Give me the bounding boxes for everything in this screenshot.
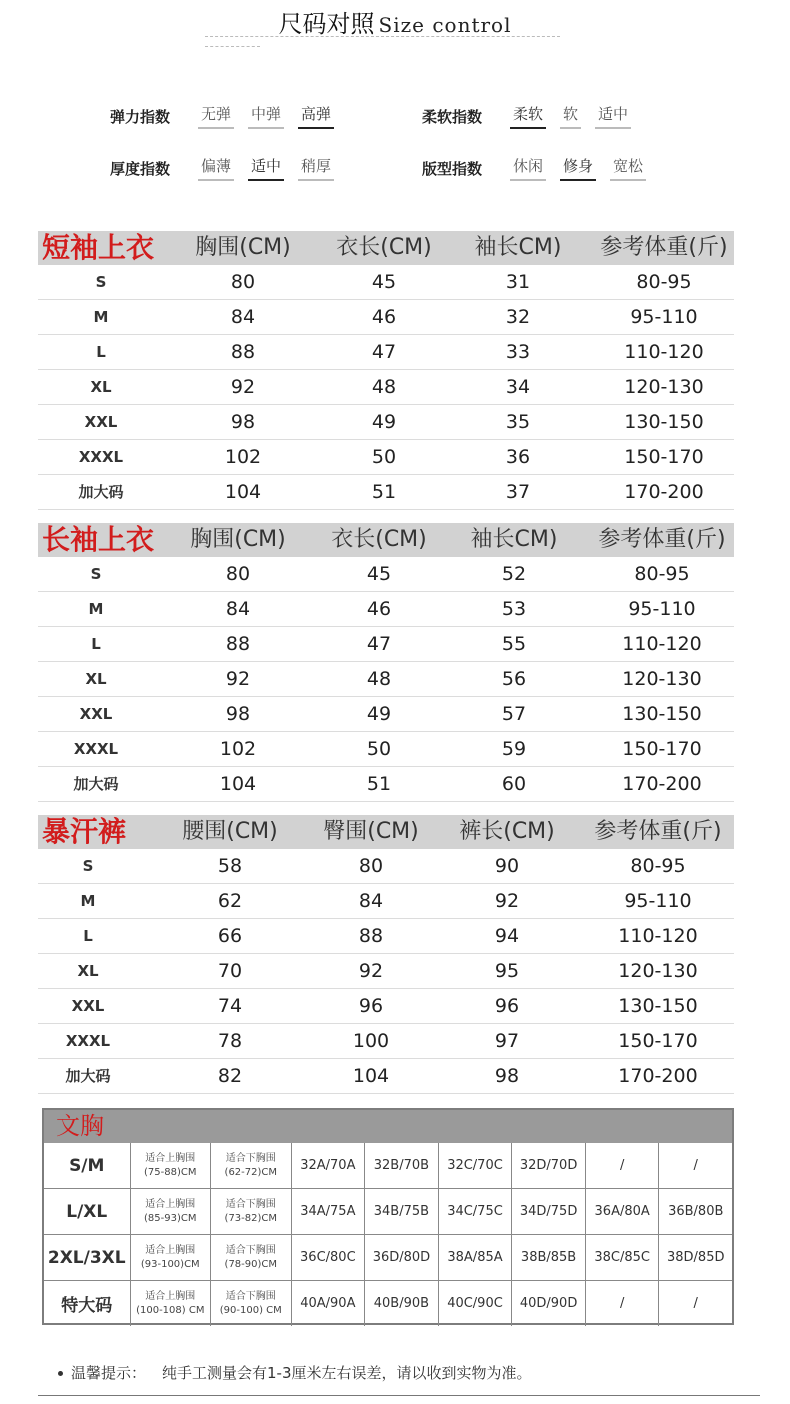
column-header: 裤长(CM) — [459, 819, 555, 844]
value-cell: 102 — [224, 446, 262, 468]
bra-cup-cell: / — [585, 1281, 659, 1326]
title-cn: 尺码对照 — [278, 10, 375, 38]
bra-range-cell — [130, 1189, 211, 1234]
value-cell: 98 — [225, 703, 251, 725]
bra-cup-cell: 38D/85D — [658, 1235, 732, 1280]
value-cell: 110-120 — [624, 341, 704, 363]
value-cell: 78 — [217, 1030, 243, 1052]
value-cell: 36 — [505, 446, 531, 468]
bra-row — [44, 1280, 732, 1326]
value-cell: 98 — [230, 411, 256, 433]
bra-grid — [44, 1143, 732, 1326]
table-row — [38, 767, 734, 802]
size-table — [38, 231, 734, 510]
bra-cup-cell: 32B/70B — [364, 1143, 438, 1188]
value-cell: 102 — [219, 738, 257, 760]
value-cell: 80 — [225, 563, 251, 585]
index-option: 软 — [560, 103, 581, 129]
value-cell: 92 — [358, 960, 384, 982]
size-cell: S — [95, 273, 107, 291]
table-row — [38, 697, 734, 732]
value-cell: 95-110 — [628, 598, 696, 620]
bra-size-cell: 2XL/3XL — [47, 1247, 126, 1268]
table-row — [38, 954, 734, 989]
table-row — [38, 1059, 734, 1094]
table-row — [38, 884, 734, 919]
value-cell: 104 — [224, 481, 262, 503]
value-cell: 46 — [371, 306, 397, 328]
value-cell: 47 — [366, 633, 392, 655]
table-row — [38, 405, 734, 440]
bra-cup-cell: 32D/70D — [511, 1143, 585, 1188]
size-cell: XXXL — [65, 1032, 111, 1050]
range-value: (85-93)CM — [144, 1212, 197, 1224]
value-cell: 170-200 — [624, 481, 704, 503]
table-row — [38, 557, 734, 592]
value-cell: 49 — [366, 703, 392, 725]
index-option: 稍厚 — [298, 155, 334, 181]
size-cell: S — [90, 565, 102, 583]
value-cell: 59 — [501, 738, 527, 760]
table-row — [38, 849, 734, 884]
range-label: 适合上胸围 — [145, 1290, 196, 1302]
bra-cup-cell: 38B/85B — [511, 1235, 585, 1280]
size-cell: XL — [77, 962, 99, 980]
value-cell: 56 — [501, 668, 527, 690]
value-cell: 55 — [501, 633, 527, 655]
value-cell: 51 — [366, 773, 392, 795]
range-value: (75-88)CM — [144, 1166, 197, 1178]
value-cell: 74 — [217, 995, 243, 1017]
index-row — [422, 153, 660, 183]
value-cell: 84 — [358, 890, 384, 912]
page-header — [0, 4, 790, 39]
index-option: 宽松 — [610, 155, 646, 181]
bra-range-cell — [210, 1235, 291, 1280]
table-header — [38, 523, 734, 557]
bra-cup-cell: / — [658, 1143, 732, 1188]
index-label: 厚度指数 — [110, 159, 171, 178]
value-cell: 120-130 — [624, 376, 704, 398]
index-option: 适中 — [595, 103, 631, 129]
column-header: 胸围(CM) — [190, 527, 286, 552]
value-cell: 98 — [494, 1065, 520, 1087]
bra-row — [44, 1234, 732, 1280]
table-row — [38, 627, 734, 662]
bra-size-cell: L/XL — [66, 1201, 108, 1222]
bra-range-cell — [210, 1281, 291, 1326]
value-cell: 50 — [366, 738, 392, 760]
tip-note — [58, 1362, 532, 1383]
bra-cup-cell: 34D/75D — [511, 1189, 585, 1234]
value-cell: 70 — [217, 960, 243, 982]
column-header: 袖长CM) — [470, 527, 558, 552]
value-cell: 50 — [371, 446, 397, 468]
size-cell: L — [96, 343, 106, 361]
bra-cup-cell: 36C/80C — [291, 1235, 365, 1280]
table-row — [38, 440, 734, 475]
range-label: 适合下胸围 — [225, 1244, 276, 1256]
bra-cup-cell: 40A/90A — [291, 1281, 365, 1326]
bra-cup-cell: / — [658, 1281, 732, 1326]
column-header: 参考体重(斤) — [598, 527, 726, 552]
size-cell: 加大码 — [73, 775, 119, 793]
value-cell: 170-200 — [618, 1065, 698, 1087]
column-header: 参考体重(斤) — [594, 819, 722, 844]
value-cell: 130-150 — [622, 703, 702, 725]
table-row — [38, 475, 734, 510]
value-cell: 150-170 — [618, 1030, 698, 1052]
value-cell: 37 — [505, 481, 531, 503]
column-header: 衣长(CM) — [336, 235, 432, 260]
value-cell: 48 — [366, 668, 392, 690]
range-label: 适合上胸围 — [145, 1152, 196, 1164]
table-row — [38, 592, 734, 627]
index-row — [422, 101, 645, 131]
bra-range-cell — [210, 1189, 291, 1234]
bra-cup-cell: 40B/90B — [364, 1281, 438, 1326]
size-cell: 加大码 — [65, 1067, 111, 1085]
value-cell: 80-95 — [636, 271, 692, 293]
value-cell: 95 — [494, 960, 520, 982]
bra-cup-cell: 34B/75B — [364, 1189, 438, 1234]
value-cell: 88 — [225, 633, 251, 655]
index-option: 休闲 — [510, 155, 546, 181]
bra-cup-cell: 36D/80D — [364, 1235, 438, 1280]
tip-label: 温馨提示： — [71, 1364, 147, 1382]
size-cell: S — [82, 857, 94, 875]
table-row — [38, 919, 734, 954]
index-option: 柔软 — [510, 103, 546, 129]
size-cell: XXL — [84, 413, 118, 431]
value-cell: 45 — [371, 271, 397, 293]
bra-range-cell — [130, 1235, 211, 1280]
value-cell: 120-130 — [618, 960, 698, 982]
value-cell: 51 — [371, 481, 397, 503]
range-label: 适合下胸围 — [225, 1152, 276, 1164]
value-cell: 82 — [217, 1065, 243, 1087]
size-cell: M — [80, 892, 96, 910]
bra-range-cell — [210, 1143, 291, 1188]
range-label: 适合下胸围 — [225, 1198, 276, 1210]
value-cell: 49 — [371, 411, 397, 433]
size-cell: 加大码 — [78, 483, 124, 501]
value-cell: 84 — [225, 598, 251, 620]
value-cell: 66 — [217, 925, 243, 947]
column-header: 衣长(CM) — [331, 527, 427, 552]
range-value: (78-90)CM — [224, 1258, 278, 1270]
value-cell: 48 — [371, 376, 397, 398]
value-cell: 90 — [494, 855, 520, 877]
size-cell: XXL — [71, 997, 105, 1015]
footer-divider — [38, 1395, 760, 1396]
index-label: 版型指数 — [422, 159, 483, 178]
header-divider — [205, 36, 560, 37]
size-table — [38, 523, 734, 802]
size-table — [38, 815, 734, 1094]
index-option: 无弹 — [198, 103, 234, 129]
index-label: 弹力指数 — [110, 107, 171, 126]
bra-row — [44, 1188, 732, 1234]
bra-cup-cell: 38C/85C — [585, 1235, 659, 1280]
range-label: 适合上胸围 — [145, 1198, 196, 1210]
table-row — [38, 662, 734, 697]
size-cell: M — [88, 600, 104, 618]
size-cell: L — [83, 927, 93, 945]
bra-cup-cell: 36A/80A — [585, 1189, 659, 1234]
value-cell: 110-120 — [618, 925, 698, 947]
value-cell: 97 — [494, 1030, 520, 1052]
value-cell: 104 — [352, 1065, 390, 1087]
index-option: 修身 — [560, 155, 596, 181]
range-label: 适合下胸围 — [225, 1290, 276, 1302]
value-cell: 80 — [358, 855, 384, 877]
value-cell: 52 — [501, 563, 527, 585]
tip-text: 纯手工测量会有1-3厘米左右误差，请以收到实物为准。 — [162, 1364, 532, 1382]
column-header: 参考体重(斤) — [600, 235, 728, 260]
table-row — [38, 370, 734, 405]
index-option: 高弹 — [298, 103, 334, 129]
value-cell: 58 — [217, 855, 243, 877]
column-header: 袖长CM) — [474, 235, 562, 260]
value-cell: 45 — [366, 563, 392, 585]
value-cell: 47 — [371, 341, 397, 363]
value-cell: 170-200 — [622, 773, 702, 795]
range-value: (100-108) CM — [136, 1304, 205, 1316]
value-cell: 84 — [230, 306, 256, 328]
index-option: 偏薄 — [198, 155, 234, 181]
table-header — [38, 815, 734, 849]
size-cell: XXXL — [78, 448, 124, 466]
column-header: 胸围(CM) — [195, 235, 291, 260]
value-cell: 150-170 — [622, 738, 702, 760]
bra-size-cell: 特大码 — [61, 1296, 113, 1316]
table-row — [38, 265, 734, 300]
table-row — [38, 335, 734, 370]
range-value: (73-82)CM — [224, 1212, 278, 1224]
value-cell: 95-110 — [630, 306, 698, 328]
bra-table-title: 文胸 — [56, 1112, 104, 1140]
size-cell: XL — [90, 378, 112, 396]
table-title: 长袖上衣 — [42, 523, 155, 556]
size-cell: XL — [85, 670, 107, 688]
bra-cup-cell: 36B/80B — [658, 1189, 732, 1234]
header-divider-short — [205, 46, 260, 47]
index-option: 适中 — [248, 155, 284, 181]
bra-size-table — [42, 1108, 734, 1325]
bra-cup-cell: 34C/75C — [438, 1189, 512, 1234]
size-cell: L — [91, 635, 101, 653]
index-label: 柔软指数 — [422, 107, 483, 126]
size-cell: XXL — [79, 705, 113, 723]
table-row — [38, 732, 734, 767]
value-cell: 92 — [230, 376, 256, 398]
value-cell: 80 — [230, 271, 256, 293]
value-cell: 88 — [358, 925, 384, 947]
size-cell: M — [93, 308, 109, 326]
range-value: (93-100)CM — [140, 1258, 200, 1270]
table-title: 短袖上衣 — [42, 231, 155, 264]
value-cell: 120-130 — [622, 668, 702, 690]
value-cell: 96 — [358, 995, 384, 1017]
bra-cup-cell: 32A/70A — [291, 1143, 365, 1188]
bra-table-header — [44, 1110, 732, 1143]
bra-size-cell: S/M — [69, 1155, 105, 1176]
value-cell: 95-110 — [624, 890, 692, 912]
value-cell: 130-150 — [624, 411, 704, 433]
value-cell: 33 — [505, 341, 531, 363]
bra-cup-cell: 38A/85A — [438, 1235, 512, 1280]
index-row — [110, 101, 348, 131]
column-header: 臀围(CM) — [323, 819, 419, 844]
value-cell: 35 — [505, 411, 531, 433]
bra-cup-cell: / — [585, 1143, 659, 1188]
bra-range-cell — [130, 1143, 211, 1188]
bra-cup-cell: 40C/90C — [438, 1281, 512, 1326]
index-option: 中弹 — [248, 103, 284, 129]
value-cell: 94 — [494, 925, 520, 947]
value-cell: 46 — [366, 598, 392, 620]
value-cell: 92 — [225, 668, 251, 690]
range-value: (62-72)CM — [224, 1166, 278, 1178]
value-cell: 110-120 — [622, 633, 702, 655]
value-cell: 34 — [505, 376, 531, 398]
value-cell: 53 — [501, 598, 527, 620]
title-en: Size control — [378, 13, 512, 37]
value-cell: 57 — [501, 703, 527, 725]
bra-row — [44, 1143, 732, 1188]
bra-range-cell — [130, 1281, 211, 1326]
table-row — [38, 300, 734, 335]
value-cell: 62 — [217, 890, 243, 912]
bra-cup-cell: 32C/70C — [438, 1143, 512, 1188]
value-cell: 150-170 — [624, 446, 704, 468]
value-cell: 104 — [219, 773, 257, 795]
range-value: (90-100) CM — [219, 1304, 282, 1316]
size-cell: XXXL — [73, 740, 119, 758]
value-cell: 60 — [501, 773, 527, 795]
value-cell: 31 — [505, 271, 531, 293]
column-header: 腰围(CM) — [182, 819, 278, 844]
value-cell: 80-95 — [630, 855, 686, 877]
bra-cup-cell: 40D/90D — [511, 1281, 585, 1326]
range-label: 适合上胸围 — [145, 1244, 196, 1256]
value-cell: 96 — [494, 995, 520, 1017]
value-cell: 32 — [505, 306, 531, 328]
table-row — [38, 1024, 734, 1059]
table-title: 暴汗裤 — [42, 815, 127, 848]
table-header — [38, 231, 734, 265]
index-row — [110, 153, 348, 183]
table-row — [38, 989, 734, 1024]
value-cell: 92 — [494, 890, 520, 912]
value-cell: 88 — [230, 341, 256, 363]
value-cell: 130-150 — [618, 995, 698, 1017]
bullet-icon — [58, 1371, 63, 1376]
value-cell: 100 — [352, 1030, 390, 1052]
value-cell: 80-95 — [634, 563, 690, 585]
bra-cup-cell: 34A/75A — [291, 1189, 365, 1234]
